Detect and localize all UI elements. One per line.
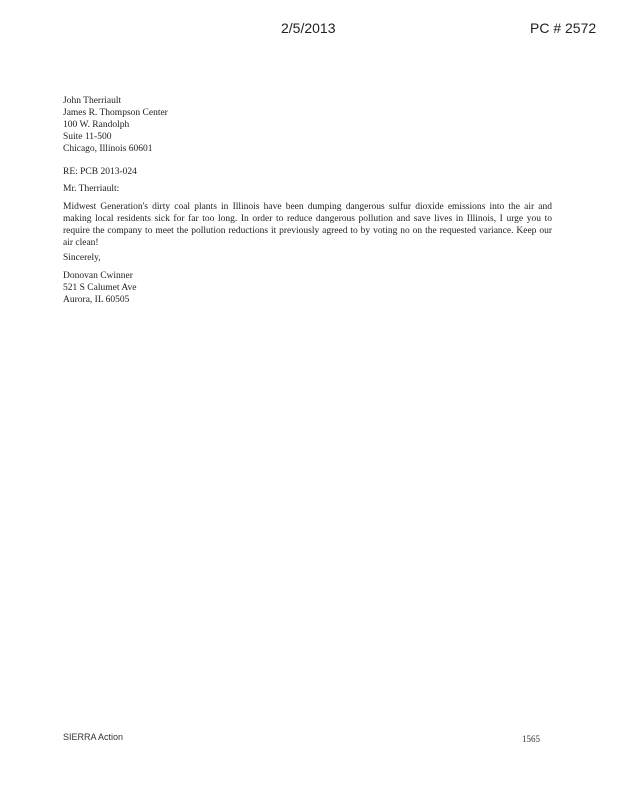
closing: Sincerely,	[63, 253, 101, 263]
salutation: Mr. Therriault:	[63, 184, 120, 194]
letter-body: Midwest Generation's dirty coal plants in Illinois have been dumping dangerous sulfur dioxide emissions into the air and making local residents sick for far too long. In order to reduce dangerous pollution and save lives in Illinois, I urge you to require the company to meet the pollution reductions it previously agreed to by voting no on the requested variance. Keep our air clean!	[63, 202, 552, 248]
sender-address	[63, 270, 136, 306]
recipient-city: Chicago, Illinois 60601	[63, 144, 153, 154]
recipient-street: 100 W. Randolph	[63, 120, 130, 130]
document-date: 2/5/2013	[281, 20, 336, 36]
recipient-address	[63, 95, 168, 155]
recipient-name: John Therriault	[63, 96, 122, 106]
recipient-building: James R. Thompson Center	[63, 108, 168, 118]
recipient-suite: Suite 11-500	[63, 132, 112, 142]
public-comment-number: PC # 2572	[530, 20, 597, 36]
sender-street: 521 S Calumet Ave	[63, 283, 137, 293]
sender-city: Aurora, IL 60505	[63, 295, 130, 305]
sender-name: Donovan Cwinner	[63, 271, 133, 281]
footer-source: SIERRA Action	[63, 732, 124, 742]
re-line: RE: PCB 2013-024	[63, 167, 137, 177]
page-number: 1565	[522, 734, 540, 744]
